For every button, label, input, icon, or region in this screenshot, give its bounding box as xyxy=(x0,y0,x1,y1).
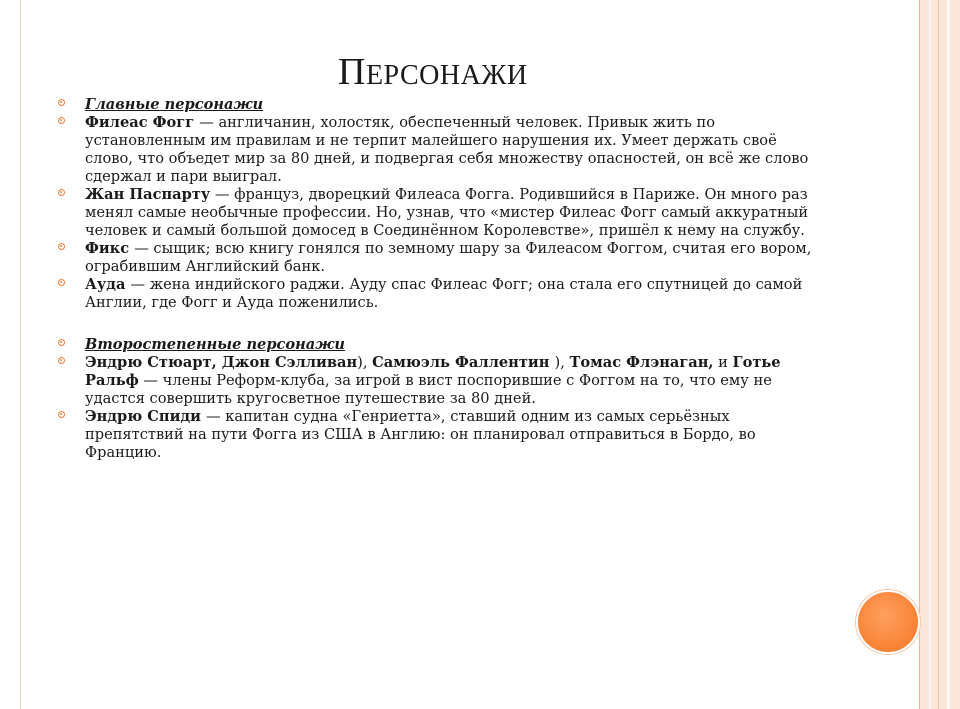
separator-text: ), xyxy=(554,354,570,371)
bullet-icon xyxy=(58,279,65,286)
bullet-icon xyxy=(58,243,65,250)
section-spacer xyxy=(58,312,818,336)
list-item xyxy=(58,186,818,240)
title-rest: ЕРСОНАЖИ xyxy=(365,60,528,91)
main-heading: Главные персонажи xyxy=(85,96,264,113)
character-name: Жан Паспарту xyxy=(85,186,211,203)
character-name: Самюэль Фаллентин xyxy=(372,354,555,371)
bullet-icon xyxy=(58,357,65,364)
list-item xyxy=(58,240,818,276)
character-name: Томас Флэнаган, xyxy=(569,354,714,371)
frame-right-band xyxy=(919,0,960,709)
character-name: Фикс xyxy=(85,240,135,257)
secondary-heading: Второстепенные персонажи xyxy=(85,336,345,353)
bullet-icon xyxy=(58,411,65,418)
character-description: — сыщик; всю книгу гонялся по земному шару за Филеасом Фоггом, считая его вором, ограбившим Английский банк. xyxy=(85,240,812,275)
character-description: — капитан судна «Генриетта», ставший одним из самых серьёзных препятствий на пути Фогга из США в Англию: он планировал отправиться в Бордо, во Францию. xyxy=(85,408,756,461)
character-name: Готье Ральф xyxy=(85,354,781,389)
bullet-icon xyxy=(58,117,65,124)
frame-right-line xyxy=(938,0,939,709)
list-item xyxy=(58,354,818,408)
character-description: — француз, дворецкий Филеаса Фогга. Родившийся в Париже. Он много раз менял самые необычные профессии. Но, узнав, что «мистер Филеас Фогг самый аккуратный человек и самый большой домосед в Соединённом Королевстве», пришёл к нему на службу. xyxy=(85,186,809,239)
character-name: Филеас Фогг xyxy=(85,114,200,131)
frame-right-line xyxy=(929,0,931,709)
character-description: — жена индийского раджи. Ауду спас Филеас Фогг; она стала его спутницей до самой Англии, где Фогг и Ауда поженились. xyxy=(85,276,803,311)
character-description: — члены Реформ-клуба, за игрой в вист поспорившие с Фоггом на то, что ему не удастся совершить кругосветное путешествие за 80 дней. xyxy=(85,372,772,407)
list-item xyxy=(58,276,818,312)
decorative-circle xyxy=(856,590,920,654)
character-name: Ауда xyxy=(85,276,131,293)
frame-right-line xyxy=(947,0,950,709)
bullet-icon xyxy=(58,99,65,106)
bullet-icon xyxy=(58,189,65,196)
character-name: Эндрю Стюарт, Джон Сэлливан xyxy=(85,354,358,371)
character-description: — англичанин, холостяк, обеспеченный человек. Привык жить по установленным им правилам и не терпит малейшего нарушения их. Умеет держать своё слово, что объедет мир за 80 дней, и подвергая себя множеству опасностей, он всё же слово сдержал и пари выиграл. xyxy=(85,114,809,185)
separator-text: ), xyxy=(357,354,373,371)
character-name: Эндрю Спиди xyxy=(85,408,207,425)
list-item xyxy=(58,114,818,186)
list-item xyxy=(58,408,818,462)
slide-title xyxy=(338,50,528,94)
title-initial: П xyxy=(338,51,366,93)
list-item-secondary-heading xyxy=(58,336,818,354)
content-list xyxy=(58,96,818,462)
bullet-icon xyxy=(58,339,65,346)
frame-right-line xyxy=(919,0,920,709)
separator-text: и xyxy=(713,354,733,371)
frame-left-line xyxy=(20,0,21,709)
list-item-main-heading xyxy=(58,96,818,114)
